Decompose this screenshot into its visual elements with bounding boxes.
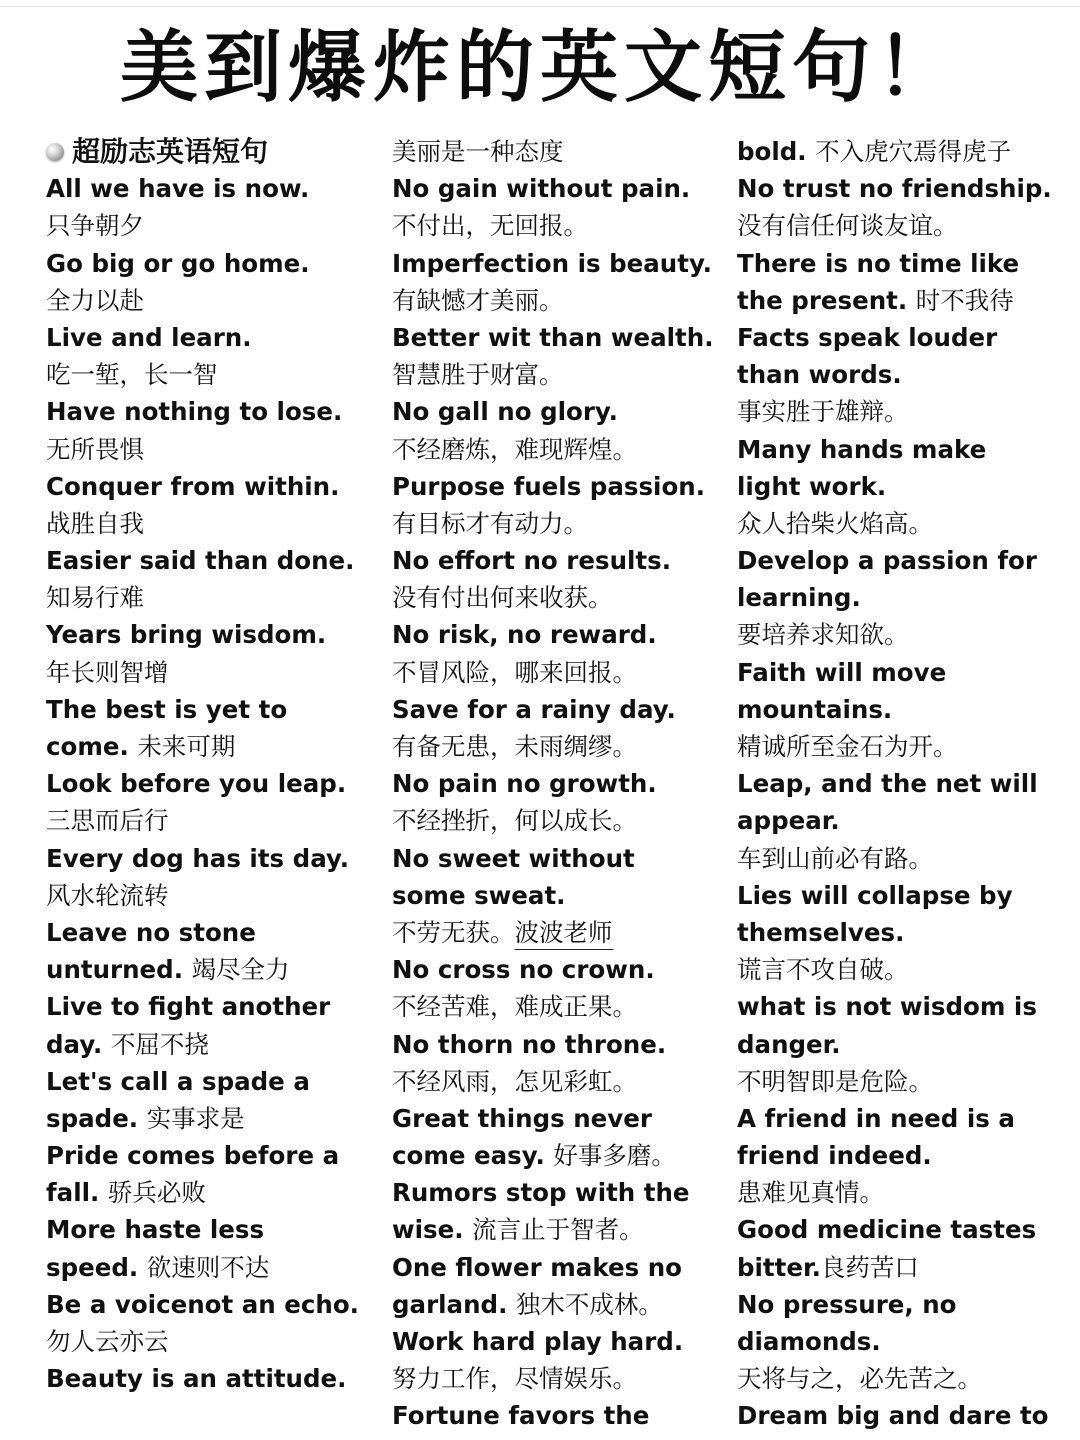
chinese-text: 车到山前必有路。 — [737, 843, 933, 873]
quote-line — [392, 1100, 714, 1137]
chinese-text: 时不我待 — [915, 285, 1014, 315]
quote-line — [737, 1249, 1052, 1286]
english-text: Pride comes before a — [46, 1141, 340, 1171]
english-text: Have nothing to lose. — [46, 397, 343, 427]
chinese-text: 流言止于智者。 — [472, 1215, 644, 1245]
chinese-text: 不明智即是危险。 — [737, 1066, 933, 1096]
quote-line — [392, 1360, 714, 1397]
section-heading-row — [46, 133, 359, 170]
quote-line — [46, 393, 359, 430]
quote-line — [392, 542, 714, 579]
quote-line — [46, 1360, 359, 1397]
english-text: Conquer from within. — [46, 471, 340, 501]
quote-line — [737, 654, 1052, 691]
quote-line — [392, 1286, 714, 1323]
english-text: Purpose fuels passion. — [392, 471, 706, 501]
chinese-text: 知易行难 — [46, 583, 144, 613]
chinese-text: 全力以赴 — [46, 285, 144, 315]
quote-line — [46, 1323, 359, 1360]
chinese-text: 好事多磨。 — [553, 1141, 676, 1171]
quote-line — [46, 245, 359, 282]
chinese-text: 风水轮流转 — [46, 880, 169, 910]
chinese-text: 谎言不攻自破。 — [737, 955, 909, 985]
chinese-text: 吃一堑，长一智 — [46, 360, 218, 390]
english-text: Look before you leap. — [46, 769, 347, 799]
chinese-text: 不冒风险，哪来回报。 — [392, 657, 637, 687]
quote-line — [737, 877, 1052, 914]
english-text: Easier said than done. — [46, 546, 355, 576]
english-text: learning. — [737, 583, 861, 613]
quote-line — [392, 282, 714, 319]
quote-line — [46, 1026, 359, 1063]
quote-line — [392, 951, 714, 988]
english-text: wise. — [392, 1215, 464, 1245]
quote-line — [392, 133, 714, 170]
chinese-text: 年长则智增 — [46, 657, 169, 687]
english-text: come. — [46, 732, 129, 761]
quote-line — [46, 468, 359, 505]
quote-line — [737, 1063, 1052, 1100]
english-text: Great things never — [392, 1103, 652, 1133]
english-text: diamonds. — [737, 1327, 881, 1356]
quote-line — [46, 616, 359, 653]
quote-line — [737, 1397, 1052, 1434]
english-text: speed. — [46, 1252, 139, 1282]
quote-line — [737, 1100, 1052, 1137]
english-text: No pressure, no — [737, 1289, 957, 1319]
english-text: than words. — [737, 360, 902, 390]
author-signature: 波波老师 — [515, 918, 613, 950]
quote-line — [737, 1211, 1052, 1248]
chinese-text: 不经挫折，何以成长。 — [392, 806, 637, 836]
chinese-text: 努力工作，尽情娱乐。 — [392, 1364, 637, 1394]
quote-line — [46, 282, 359, 319]
english-text: light work. — [737, 471, 887, 501]
english-text: No trust no friendship. — [737, 174, 1052, 204]
quote-line — [737, 133, 1052, 170]
chinese-text: 无所畏惧 — [46, 434, 144, 464]
chinese-text: 不付出，无回报。 — [392, 211, 588, 241]
english-text: bitter. — [737, 1252, 821, 1282]
chinese-text: 患难见真情。 — [737, 1178, 884, 1208]
quote-line — [737, 542, 1052, 579]
quote-line — [392, 1249, 714, 1286]
english-text: No gain without pain. — [392, 174, 691, 204]
quote-line — [737, 170, 1052, 207]
english-text: Leave no stone — [46, 917, 256, 947]
english-text: Good medicine tastes — [737, 1215, 1037, 1245]
english-text: Be a voicenot an echo. — [46, 1289, 359, 1319]
quote-line — [737, 1026, 1052, 1063]
quote-line — [46, 765, 359, 802]
english-text: No risk, no reward. — [392, 620, 657, 650]
chinese-text: 战胜自我 — [46, 508, 144, 538]
quote-line — [46, 877, 359, 914]
quote-line — [46, 579, 359, 616]
english-text: Beauty is an attitude. — [46, 1364, 347, 1394]
english-text: appear. — [737, 806, 840, 836]
quote-line — [392, 616, 714, 653]
quote-line — [737, 802, 1052, 839]
quote-column-3 — [737, 133, 1052, 1435]
english-text: Work hard play hard. — [392, 1327, 684, 1356]
english-text: Leap, and the net will — [737, 769, 1038, 799]
quote-line — [737, 765, 1052, 802]
quote-line — [392, 170, 714, 207]
quote-line — [737, 1286, 1052, 1323]
english-text: danger. — [737, 1029, 841, 1059]
quote-line — [737, 356, 1052, 393]
chinese-text: 精诚所至金石为开。 — [737, 732, 958, 761]
quote-line — [737, 1360, 1052, 1397]
chinese-text: 众人拾柴火焰高。 — [737, 508, 933, 538]
top-divider — [0, 6, 1080, 7]
chinese-text: 天将与之，必先苦之。 — [737, 1364, 982, 1394]
quote-column-1 — [46, 133, 359, 1397]
quote-line — [392, 691, 714, 728]
quote-line — [737, 245, 1052, 282]
quote-line — [46, 1249, 359, 1286]
quote-line — [46, 988, 359, 1025]
chinese-text: 欲速则不达 — [146, 1252, 270, 1282]
chinese-text: 不经风雨，怎见彩虹。 — [392, 1066, 637, 1096]
quote-line — [46, 951, 359, 988]
quote-line — [392, 319, 714, 356]
quote-line — [737, 468, 1052, 505]
english-text: Live to fight another — [46, 992, 331, 1022]
english-text: No gall no glory. — [392, 397, 618, 427]
quote-line — [737, 1174, 1052, 1211]
english-text: Every dog has its day. — [46, 843, 349, 873]
chinese-text: 要培养求知欲。 — [737, 620, 909, 650]
quote-line — [392, 1211, 714, 1248]
english-text: No sweet without — [392, 843, 635, 873]
quote-line — [392, 468, 714, 505]
quote-line — [392, 505, 714, 542]
quote-line — [392, 728, 714, 765]
quote-line — [737, 505, 1052, 542]
quote-line — [392, 914, 714, 951]
quote-line — [392, 393, 714, 430]
english-text: day. — [46, 1029, 103, 1059]
english-text: A friend in need is a — [737, 1103, 1015, 1133]
quote-line — [392, 1063, 714, 1100]
chinese-text: 有缺憾才美丽。 — [392, 285, 564, 315]
english-text: bold. — [737, 137, 807, 166]
chinese-text: 美丽是一种态度 — [392, 137, 564, 166]
english-text: come easy. — [392, 1141, 545, 1171]
quote-line — [737, 282, 1052, 319]
english-text: Many hands make — [737, 434, 987, 464]
english-text: Save for a rainy day. — [392, 694, 676, 724]
chinese-text: 骄兵必败 — [107, 1178, 206, 1208]
quote-line — [392, 1174, 714, 1211]
quote-line — [392, 654, 714, 691]
english-text: spade. — [46, 1103, 139, 1133]
quote-line — [46, 170, 359, 207]
english-text: the present. — [737, 285, 908, 315]
english-text: themselves. — [737, 917, 905, 947]
quote-line — [392, 245, 714, 282]
chinese-text: 事实胜于雄辩。 — [737, 397, 909, 427]
chinese-text: 竭尽全力 — [191, 955, 290, 985]
quote-line — [737, 1323, 1052, 1360]
chinese-text: 不经苦难，难成正果。 — [392, 992, 637, 1022]
quote-line — [46, 1286, 359, 1323]
english-text: Fortune favors the — [392, 1401, 650, 1431]
quote-line — [392, 802, 714, 839]
english-text: Dream big and dare to — [737, 1401, 1049, 1431]
quote-line — [737, 951, 1052, 988]
english-text: mountains. — [737, 694, 893, 724]
quote-line — [737, 431, 1052, 468]
chinese-text: 有备无患，未雨绸缪。 — [392, 732, 637, 761]
quote-line — [392, 1026, 714, 1063]
chinese-text: 没有信任何谈友谊。 — [737, 211, 958, 241]
english-text: Rumors stop with the — [392, 1178, 690, 1208]
chinese-text: 智慧胜于财富。 — [392, 360, 564, 390]
quote-line — [46, 1174, 359, 1211]
quote-line — [737, 319, 1052, 356]
quote-line — [392, 877, 714, 914]
chinese-text: 不入虎穴焉得虎子 — [815, 137, 1012, 166]
quote-line — [737, 840, 1052, 877]
quote-line — [46, 1137, 359, 1174]
quote-line — [46, 1100, 359, 1137]
english-text: There is no time like — [737, 248, 1020, 278]
english-text: More haste less — [46, 1215, 265, 1245]
english-text: Lies will collapse by — [737, 880, 1013, 910]
english-text: Develop a passion for — [737, 546, 1037, 576]
english-text: Years bring wisdom. — [46, 620, 327, 650]
english-text: No cross no crown. — [392, 955, 655, 985]
english-text: Facts speak louder — [737, 322, 998, 352]
quote-line — [737, 728, 1052, 765]
chinese-text: 勿人云亦云 — [46, 1327, 169, 1356]
english-text: Better wit than wealth. — [392, 322, 714, 352]
quote-line — [737, 1137, 1052, 1174]
english-text: The best is yet to — [46, 694, 288, 724]
quote-line — [737, 914, 1052, 951]
quote-line — [46, 1211, 359, 1248]
quote-line — [392, 431, 714, 468]
english-text: Live and learn. — [46, 322, 252, 352]
quote-line — [392, 1323, 714, 1360]
quote-line — [392, 840, 714, 877]
english-text: No pain no growth. — [392, 769, 657, 799]
english-text: Go big or go home. — [46, 248, 310, 278]
english-text: All we have is now. — [46, 174, 310, 204]
page-title: 美到爆炸的英文短句！ — [119, 23, 960, 113]
chinese-text: 只争朝夕 — [46, 211, 144, 241]
lightbulb-icon — [46, 143, 64, 161]
english-text: No thorn no throne. — [392, 1029, 667, 1059]
chinese-text: 实事求是 — [146, 1103, 245, 1133]
quote-line — [737, 393, 1052, 430]
english-text: fall. — [46, 1178, 100, 1208]
quote-line — [737, 988, 1052, 1025]
quote-line — [737, 691, 1052, 728]
quote-line — [46, 840, 359, 877]
quote-line — [392, 356, 714, 393]
quote-line — [46, 1063, 359, 1100]
quote-line — [46, 728, 359, 765]
chinese-text: 有目标才有动力。 — [392, 508, 588, 538]
quote-line — [46, 654, 359, 691]
english-text: friend indeed. — [737, 1141, 932, 1171]
english-text: One flower makes no — [392, 1252, 682, 1282]
chinese-text: 没有付出何来收获。 — [392, 583, 613, 613]
chinese-text: 不经磨炼，难现辉煌。 — [392, 434, 637, 464]
english-text: unturned. — [46, 955, 184, 985]
quote-line — [737, 616, 1052, 653]
quote-line — [46, 542, 359, 579]
quote-line — [737, 579, 1052, 616]
quote-line — [46, 431, 359, 468]
quote-line — [46, 319, 359, 356]
quote-line — [392, 765, 714, 802]
quote-line — [392, 988, 714, 1025]
chinese-text: 未来可期 — [137, 732, 236, 761]
quote-line — [46, 207, 359, 244]
quote-line — [392, 1137, 714, 1174]
quote-line — [46, 691, 359, 728]
quote-line — [392, 207, 714, 244]
quote-line — [46, 356, 359, 393]
english-text: some sweat. — [392, 880, 566, 910]
section-heading: 超励志英语短句 — [72, 135, 269, 168]
quote-line — [737, 207, 1052, 244]
chinese-text: 不劳无获。 — [392, 917, 515, 947]
quote-column-2 — [392, 133, 714, 1435]
english-text: Let's call a spade a — [46, 1066, 310, 1096]
english-text: what is not wisdom is — [737, 992, 1037, 1022]
quote-line — [392, 1397, 714, 1434]
english-text: No effort no results. — [392, 546, 672, 576]
quote-line — [46, 914, 359, 951]
chinese-text: 不屈不挠 — [110, 1029, 209, 1059]
english-text: garland. — [392, 1289, 508, 1319]
english-text: Imperfection is beauty. — [392, 248, 712, 278]
quote-line — [392, 579, 714, 616]
quote-line — [46, 802, 359, 839]
english-text: Faith will move — [737, 657, 947, 687]
chinese-text: 三思而后行 — [46, 806, 169, 836]
chinese-text: 独木不成林。 — [515, 1289, 663, 1319]
chinese-text: 良药苦口 — [820, 1252, 919, 1282]
quote-line — [46, 505, 359, 542]
